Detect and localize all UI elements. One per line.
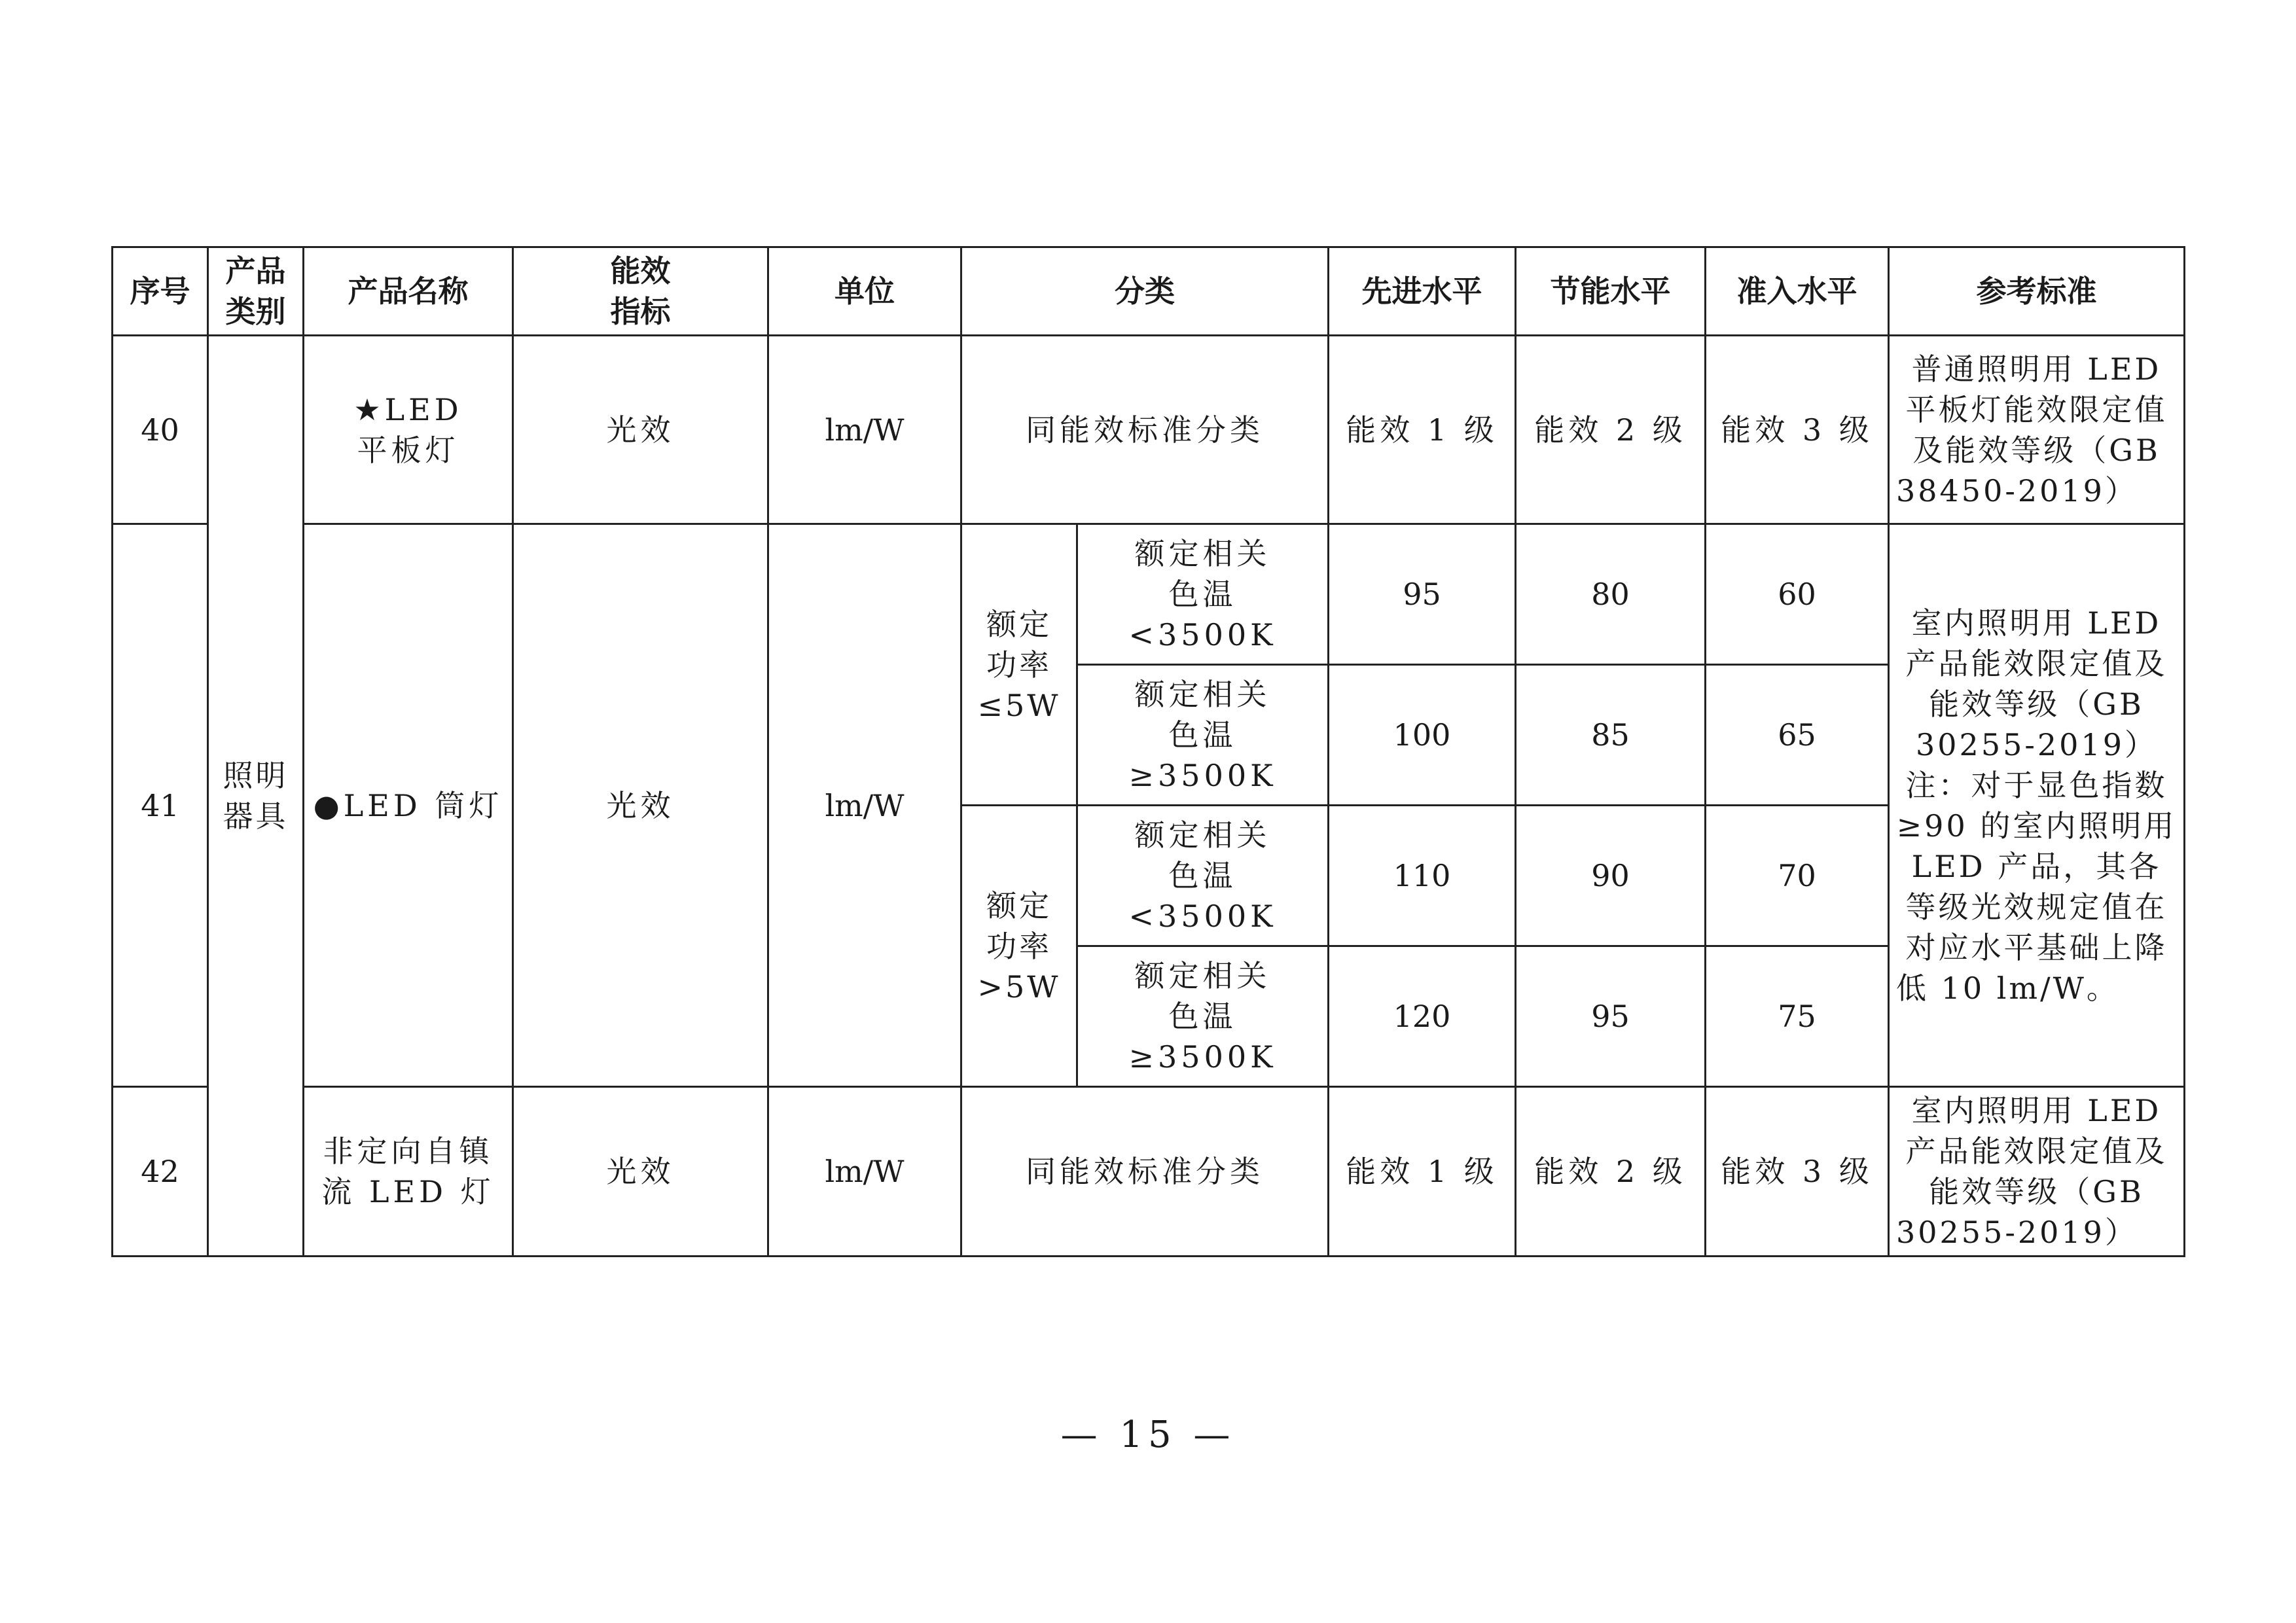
cell-advanced: 110 — [1329, 806, 1516, 946]
header-unit: 单位 — [768, 247, 961, 336]
table-row-41-a — [113, 524, 2185, 665]
cell-entry: 75 — [1706, 946, 1889, 1087]
cell-unit: lm/W — [768, 1087, 961, 1257]
cell-saving: 90 — [1516, 806, 1706, 946]
cell-saving: 能效 2 级 — [1516, 336, 1706, 524]
header-advanced: 先进水平 — [1329, 247, 1516, 336]
cell-category: 照明器具 — [208, 336, 304, 1257]
cell-advanced: 95 — [1329, 524, 1516, 665]
header-reference: 参考标准 — [1889, 247, 2185, 336]
cell-entry: 能效 3 级 — [1706, 1087, 1889, 1257]
table-row-40 — [113, 336, 2185, 524]
cell-reference: 普通照明用 LED 平板灯能效限定值及能效等级（GB 38450-2019） — [1889, 336, 2185, 524]
cell-entry: 70 — [1706, 806, 1889, 946]
cell-indicator: 光效 — [513, 1087, 768, 1257]
header-indicator: 能效指标 — [513, 247, 768, 336]
cell-temp: 额定相关色温<3500K — [1077, 806, 1329, 946]
cell-classification: 同能效标准分类 — [961, 336, 1329, 524]
header-seq: 序号 — [113, 247, 208, 336]
cell-saving: 85 — [1516, 665, 1706, 806]
efficiency-table — [111, 246, 2185, 1257]
cell-power-high: 额定功率>5W — [961, 806, 1077, 1087]
cell-name: ●LED 筒灯 — [304, 524, 513, 1087]
cell-name: ★LED平板灯 — [304, 336, 513, 524]
cell-temp: 额定相关色温≥3500K — [1077, 665, 1329, 806]
cell-saving: 能效 2 级 — [1516, 1087, 1706, 1257]
cell-temp: 额定相关色温≥3500K — [1077, 946, 1329, 1087]
cell-advanced: 能效 1 级 — [1329, 1087, 1516, 1257]
header-classification: 分类 — [961, 247, 1329, 336]
cell-advanced: 能效 1 级 — [1329, 336, 1516, 524]
cell-seq: 42 — [113, 1087, 208, 1257]
cell-indicator: 光效 — [513, 524, 768, 1087]
page-number: — 15 — — [1060, 1414, 1236, 1456]
cell-seq: 41 — [113, 524, 208, 1087]
cell-power-low: 额定功率≤5W — [961, 524, 1077, 806]
header-category: 产品类别 — [208, 247, 304, 336]
cell-temp: 额定相关色温<3500K — [1077, 524, 1329, 665]
cell-entry: 能效 3 级 — [1706, 336, 1889, 524]
cell-indicator: 光效 — [513, 336, 768, 524]
cell-advanced: 120 — [1329, 946, 1516, 1087]
cell-reference: 室内照明用 LED 产品能效限定值及能效等级（GB 30255-2019）注：对于显色指数≥90 的室内照明用 LED 产品，其各等级光效规定值在对应水平基础上降低 10 lm/W。 — [1889, 524, 2185, 1087]
cell-saving: 80 — [1516, 524, 1706, 665]
cell-entry: 60 — [1706, 524, 1889, 665]
cell-name: 非定向自镇流 LED 灯 — [304, 1087, 513, 1257]
cell-saving: 95 — [1516, 946, 1706, 1087]
header-name: 产品名称 — [304, 247, 513, 336]
header-row — [113, 247, 2185, 336]
cell-advanced: 100 — [1329, 665, 1516, 806]
cell-classification: 同能效标准分类 — [961, 1087, 1329, 1257]
cell-unit: lm/W — [768, 524, 961, 1087]
table-row-42 — [113, 1087, 2185, 1257]
cell-unit: lm/W — [768, 336, 961, 524]
cell-seq: 40 — [113, 336, 208, 524]
header-saving: 节能水平 — [1516, 247, 1706, 336]
cell-reference: 室内照明用 LED 产品能效限定值及能效等级（GB 30255-2019） — [1889, 1087, 2185, 1257]
cell-entry: 65 — [1706, 665, 1889, 806]
header-entry: 准入水平 — [1706, 247, 1889, 336]
